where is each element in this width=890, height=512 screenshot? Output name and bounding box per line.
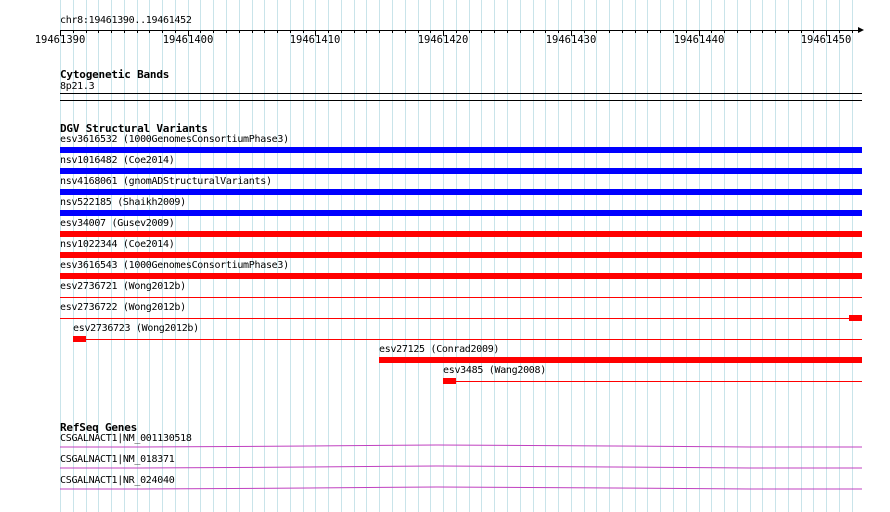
minor-tick bbox=[711, 30, 712, 33]
minor-tick bbox=[724, 30, 725, 33]
minor-tick bbox=[584, 30, 585, 33]
minor-tick bbox=[366, 30, 367, 33]
refseq-track-title[interactable]: RefSeq Genes bbox=[60, 421, 138, 434]
ruler-tick-label: 19461400 bbox=[162, 34, 214, 46]
variant-label: esv3616532 (1000GenomesConsortiumPhase3) bbox=[60, 134, 289, 145]
variant-bar[interactable] bbox=[60, 252, 862, 258]
variant-label: esv3485 (Wang2008) bbox=[443, 365, 546, 376]
minor-tick bbox=[98, 30, 99, 33]
minor-tick bbox=[801, 30, 802, 33]
variant-label: esv2736723 (Wong2012b) bbox=[73, 323, 199, 334]
ruler-tick-label: 19461390 bbox=[34, 34, 86, 46]
minor-tick bbox=[162, 30, 163, 33]
variant-label: esv27125 (Conrad2009) bbox=[379, 344, 500, 355]
minor-tick bbox=[124, 30, 125, 33]
location-label: chr8:19461390..19461452 bbox=[60, 15, 192, 26]
variant-bar[interactable] bbox=[60, 273, 862, 279]
minor-tick bbox=[635, 30, 636, 33]
gene-intron-line bbox=[60, 466, 862, 468]
cytoband-track-title[interactable]: Cytogenetic Bands bbox=[60, 68, 170, 81]
ruler-axis bbox=[60, 30, 862, 31]
minor-tick bbox=[673, 30, 674, 33]
minor-tick bbox=[813, 30, 814, 33]
ruler-tick-label: 19461410 bbox=[289, 34, 341, 46]
minor-tick bbox=[481, 30, 482, 33]
minor-tick bbox=[430, 30, 431, 33]
ruler-tick-label: 19461420 bbox=[417, 34, 469, 46]
variant-line[interactable] bbox=[60, 318, 862, 319]
variant-bar[interactable] bbox=[60, 147, 862, 153]
minor-tick bbox=[545, 30, 546, 33]
minor-tick bbox=[520, 30, 521, 33]
gene-model[interactable] bbox=[60, 443, 862, 449]
minor-tick bbox=[469, 30, 470, 33]
variant-label: esv34007 (Gusev2009) bbox=[60, 218, 175, 229]
variant-label: nsv4168061 (gnomADStructuralVariants) bbox=[60, 176, 272, 187]
minor-tick bbox=[328, 30, 329, 33]
minor-tick bbox=[303, 30, 304, 33]
minor-tick bbox=[609, 30, 610, 33]
cytoband-label: 8p21.3 bbox=[60, 81, 95, 92]
variant-line[interactable] bbox=[443, 381, 862, 382]
variant-block[interactable] bbox=[73, 336, 86, 342]
minor-tick bbox=[149, 30, 150, 33]
gene-intron-line bbox=[60, 487, 862, 489]
minor-tick bbox=[647, 30, 648, 33]
gene-label: CSGALNACT1|NM_001130518 bbox=[60, 433, 192, 444]
minor-tick bbox=[200, 30, 201, 33]
minor-tick bbox=[558, 30, 559, 33]
minor-tick bbox=[418, 30, 419, 33]
minor-tick bbox=[622, 30, 623, 33]
minor-tick bbox=[392, 30, 393, 33]
variant-label: nsv1022344 (Coe2014) bbox=[60, 239, 175, 250]
variant-bar[interactable] bbox=[60, 168, 862, 174]
variant-label: esv2736721 (Wong2012b) bbox=[60, 281, 186, 292]
minor-tick bbox=[354, 30, 355, 33]
minor-tick bbox=[775, 30, 776, 33]
variant-label: nsv522185 (Shaikh2009) bbox=[60, 197, 186, 208]
ruler-tick-label: 19461440 bbox=[673, 34, 725, 46]
gene-model[interactable] bbox=[60, 485, 862, 491]
minor-tick bbox=[111, 30, 112, 33]
minor-tick bbox=[405, 30, 406, 33]
gene-label: CSGALNACT1|NM_018371 bbox=[60, 454, 175, 465]
minor-tick bbox=[533, 30, 534, 33]
variant-bar[interactable] bbox=[60, 189, 862, 195]
variant-bar[interactable] bbox=[60, 210, 862, 216]
variant-line[interactable] bbox=[60, 297, 862, 298]
minor-tick bbox=[73, 30, 74, 33]
variant-block[interactable] bbox=[443, 378, 456, 384]
minor-tick bbox=[852, 30, 853, 33]
minor-tick bbox=[213, 30, 214, 33]
variant-bar[interactable] bbox=[379, 357, 862, 363]
dgv-track-title[interactable]: DGV Structural Variants bbox=[60, 122, 208, 135]
gene-label: CSGALNACT1|NR_024040 bbox=[60, 475, 175, 486]
minor-tick bbox=[686, 30, 687, 33]
minor-tick bbox=[737, 30, 738, 33]
gene-intron-line bbox=[60, 445, 862, 447]
variant-bar[interactable] bbox=[60, 231, 862, 237]
minor-tick bbox=[239, 30, 240, 33]
ruler-tick-label: 19461430 bbox=[545, 34, 597, 46]
minor-tick bbox=[86, 30, 87, 33]
minor-tick bbox=[175, 30, 176, 33]
minor-tick bbox=[341, 30, 342, 33]
ruler-arrow-icon bbox=[858, 27, 864, 33]
minor-tick bbox=[762, 30, 763, 33]
ruler-tick-label: 19461450 bbox=[800, 34, 852, 46]
minor-tick bbox=[788, 30, 789, 33]
minor-tick bbox=[839, 30, 840, 33]
minor-tick bbox=[226, 30, 227, 33]
minor-tick bbox=[660, 30, 661, 33]
minor-tick bbox=[252, 30, 253, 33]
minor-tick bbox=[494, 30, 495, 33]
variant-line[interactable] bbox=[73, 339, 862, 340]
minor-tick bbox=[456, 30, 457, 33]
gene-model[interactable] bbox=[60, 464, 862, 470]
minor-tick bbox=[750, 30, 751, 33]
cytoband-bar-bottom[interactable] bbox=[60, 100, 862, 101]
cytoband-bar-top[interactable] bbox=[60, 93, 862, 94]
variant-label: esv3616543 (1000GenomesConsortiumPhase3) bbox=[60, 260, 289, 271]
variant-label: nsv1016482 (Coe2014) bbox=[60, 155, 175, 166]
minor-tick bbox=[507, 30, 508, 33]
minor-tick bbox=[596, 30, 597, 33]
minor-tick bbox=[277, 30, 278, 33]
variant-label: esv2736722 (Wong2012b) bbox=[60, 302, 186, 313]
variant-block[interactable] bbox=[849, 315, 862, 321]
minor-tick bbox=[137, 30, 138, 33]
minor-tick bbox=[290, 30, 291, 33]
minor-tick bbox=[379, 30, 380, 33]
minor-tick bbox=[264, 30, 265, 33]
